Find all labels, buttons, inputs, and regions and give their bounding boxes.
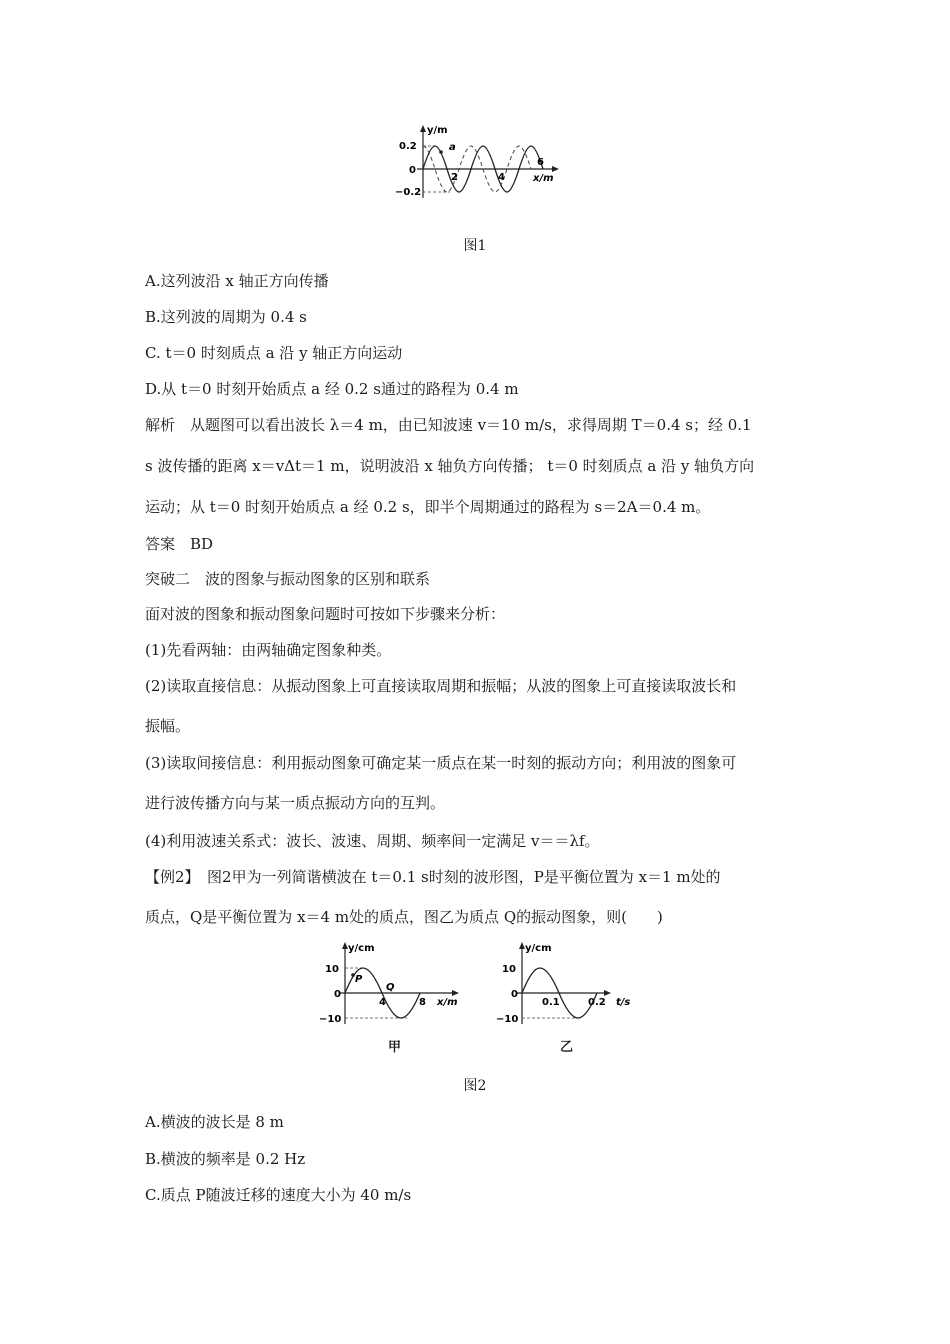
section-title: 突破二 波的图象与振动图象的区别和联系 xyxy=(145,570,431,588)
figure-1-wave-graph xyxy=(395,122,565,202)
x-tick: 0.1 xyxy=(542,997,560,1008)
step-line: (2)读取直接信息：从振动图象上可直接读取周期和振幅；从波的图象上可直接读取波长和 xyxy=(145,677,737,695)
point-p-label: P xyxy=(355,974,363,985)
y-axis-label: y/cm xyxy=(348,943,375,954)
figure-2-right-label: 乙 xyxy=(560,1040,574,1055)
y-tick: 0.2 xyxy=(399,141,417,152)
option-d: D.从 t＝0 时刻开始质点 a 经 0.2 s通过的路程为 0.4 m xyxy=(145,380,519,398)
y-tick: 10 xyxy=(325,964,339,975)
figure-2-wave-graph xyxy=(315,938,465,1028)
y-tick: 0 xyxy=(334,989,341,1000)
x-tick: 8 xyxy=(419,997,426,1008)
x-axis-label: x/m xyxy=(533,173,554,184)
x-tick: 0.2 xyxy=(588,997,606,1008)
option-c: C.质点 P随波迁移的速度大小为 40 m/s xyxy=(145,1186,412,1204)
y-tick: 0 xyxy=(511,989,518,1000)
step-line: (1)先看两轴：由两轴确定图象种类。 xyxy=(145,641,392,659)
y-tick: −0.2 xyxy=(395,187,422,198)
analysis-line: 运动；从 t＝0 时刻开始质点 a 经 0.2 s，即半个周期通过的路程为 s＝2A＝0.4 m。 xyxy=(145,498,711,516)
step-line: 振幅。 xyxy=(145,717,191,735)
example-2-line: 质点，Q是平衡位置为 x＝4 m处的质点，图乙为质点 Q的振动图象，则( ) xyxy=(145,908,663,926)
x-tick: 2 xyxy=(451,172,458,183)
point-q-label: Q xyxy=(386,982,395,993)
x-axis-label: t/s xyxy=(616,997,631,1008)
y-axis-label: y/m xyxy=(427,125,448,136)
option-b: B.这列波的周期为 0.4 s xyxy=(145,308,307,326)
point-label: a xyxy=(449,142,456,153)
answer: 答案 BD xyxy=(145,535,214,553)
figure-2-caption: 图2 xyxy=(463,1078,487,1094)
x-tick: 4 xyxy=(498,172,505,183)
figure-2-left-label: 甲 xyxy=(388,1040,402,1055)
y-tick: 0 xyxy=(409,165,416,176)
step-line: (3)读取间接信息：利用振动图象可确定某一质点在某一时刻的振动方向；利用波的图象可 xyxy=(145,754,737,772)
analysis-line: s 波传播的距离 x＝vΔt＝1 m，说明波沿 x 轴负方向传播； t＝0 时刻质点 a 沿 y 轴负方向 xyxy=(145,457,755,475)
x-axis-label: x/m xyxy=(437,997,458,1008)
option-c: C. t＝0 时刻质点 a 沿 y 轴正方向运动 xyxy=(145,344,403,362)
x-tick: 4 xyxy=(379,997,386,1008)
x-tick: 6 xyxy=(537,157,544,168)
figure-2-vibration-graph xyxy=(492,938,642,1028)
y-tick: −10 xyxy=(496,1014,519,1025)
step-line: (4)利用波速关系式：波长、波速、周期、频率间一定满足 v＝＝λf。 xyxy=(145,832,600,850)
option-b: B.横波的频率是 0.2 Hz xyxy=(145,1150,306,1168)
y-tick: 10 xyxy=(502,964,516,975)
option-a: A.横波的波长是 8 m xyxy=(145,1113,284,1131)
step-line: 进行波传播方向与某一质点振动方向的互判。 xyxy=(145,794,446,812)
figure-1-caption: 图1 xyxy=(463,238,487,254)
y-tick: −10 xyxy=(319,1014,342,1025)
y-axis-label: y/cm xyxy=(525,943,552,954)
analysis-line: 解析 从题图可以看出波长 λ＝4 m，由已知波速 v＝10 m/s，求得周期 T＝0.4 s；经 0.1 xyxy=(145,416,752,434)
example-2-line: 【例2】 图2甲为一列简谐横波在 t＝0.1 s时刻的波形图，P是平衡位置为 x＝1 m处的 xyxy=(145,868,721,886)
intro-text: 面对波的图象和振动图象问题时可按如下步骤来分析： xyxy=(145,605,506,623)
option-a: A.这列波沿 x 轴正方向传播 xyxy=(145,272,329,290)
